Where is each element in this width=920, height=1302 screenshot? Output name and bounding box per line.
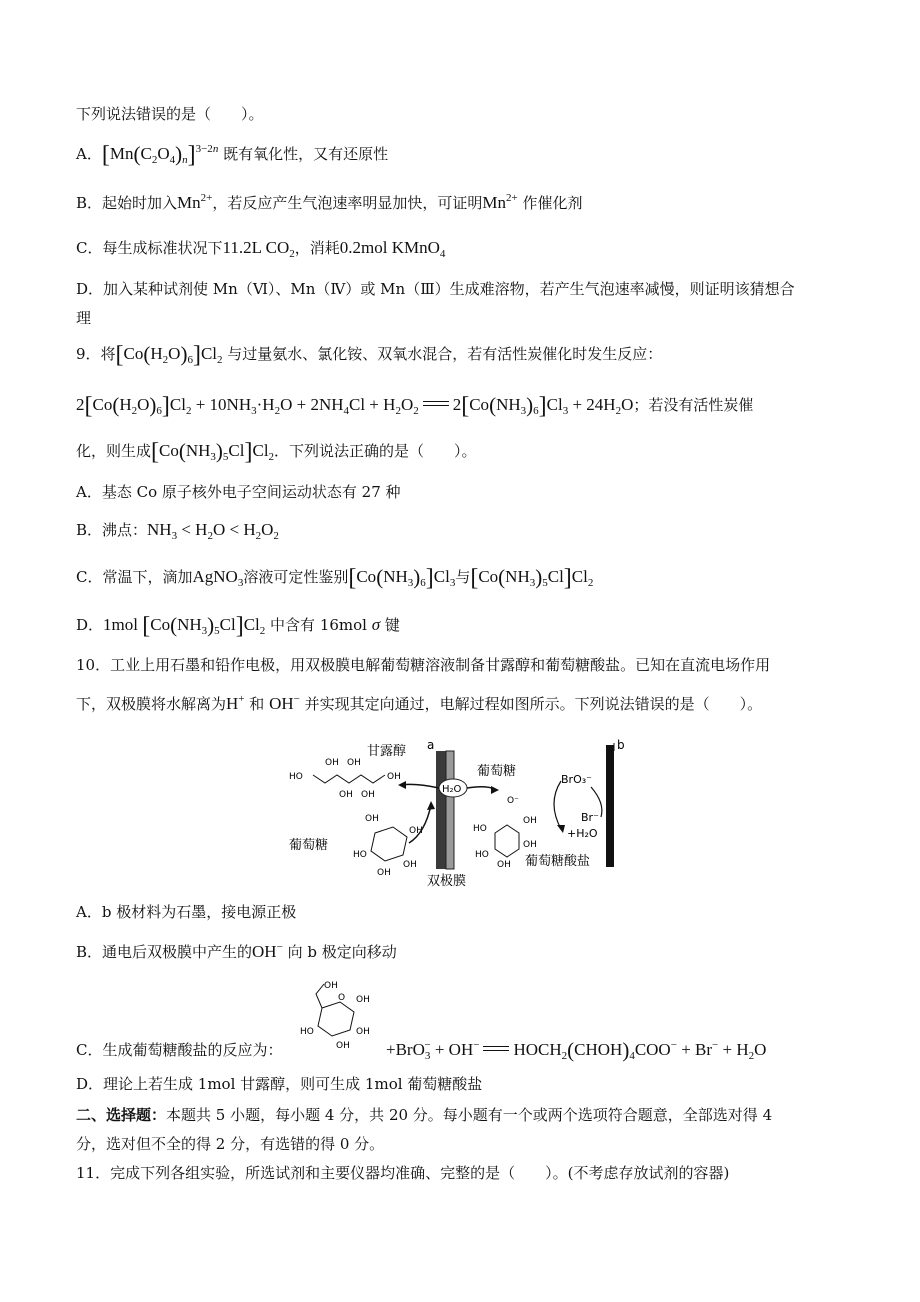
section2-header-line1: 二、选择题：本题共 5 小题，每小题 4 分，共 20 分。每小题有一个或两个选项符合题意，全部选对得 4: [76, 1106, 773, 1124]
svg-text:O: O: [338, 993, 346, 1003]
q10-option-a: A．b 极材料为石墨，接电源正极: [76, 903, 297, 921]
membrane-label: 双极膜: [427, 874, 467, 889]
q10-line1: 10．工业上用石墨和铅作电极，用双极膜电解葡萄糖溶液制备甘露醇和葡萄糖酸盐。已知在直流电场作用: [76, 656, 771, 674]
svg-text:OH: OH: [361, 790, 375, 800]
water-label: H₂O: [442, 784, 462, 795]
q9-intro: 9．将$[Co(H_2O)_6]Cl_2$ 与过量氨水、氯化铵、双氧水混合，若有活性炭催化时发生反应：: [76, 342, 663, 368]
q10-option-c: C．生成葡萄糖酸盐的反应为： +BrO$_3$− + OH− $HOCH_2(CHOH)_4COO^- + Br^- + H_2O$: [76, 1038, 767, 1062]
svg-text:OH: OH: [409, 826, 423, 836]
svg-text:OH: OH: [365, 814, 379, 824]
mannitol-label: 甘露醇: [367, 744, 407, 759]
q8-option-b: B．起始时加入$Mn^{2+}$，若反应产生气泡速率明显加快，可证明$Mn^{2+}$ 作催化剂: [76, 192, 583, 212]
bromide-label: Br⁻: [581, 811, 599, 824]
svg-text:OH: OH: [523, 840, 537, 850]
q9-line3: 化，则生成$[Co(NH_3)_5Cl]Cl_2$．下列说法正确的是（ ）。: [76, 439, 477, 465]
glucose-top-label: 葡萄糖: [477, 764, 517, 779]
svg-text:HO: HO: [300, 1027, 314, 1037]
svg-text:HO: HO: [353, 850, 367, 860]
q10-option-b: B．通电后双极膜中产生的OH− 向 b 极定向移动: [76, 941, 397, 961]
svg-text:OH: OH: [387, 772, 401, 782]
q9-equation: $2[Co(H_2O)_6]Cl_2 + 10NH_3\cdot H_2O + 2NH_4Cl + H_2O_2$ $2[Co(NH_3)_6]Cl_3 + 24H_2O$；若没有活性炭催: [76, 393, 754, 419]
svg-text:HO: HO: [473, 824, 487, 834]
svg-text:O⁻: O⁻: [507, 796, 519, 806]
q9-option-a: A．基态 Co 原子核外电子空间运动状态有 27 种: [76, 483, 401, 501]
glucose-structure: [300, 972, 380, 1052]
svg-text:OH: OH: [339, 790, 353, 800]
gluconate-label: 葡萄糖酸盐: [525, 854, 591, 869]
electrolysis-diagram: [285, 733, 645, 895]
bromate-label: BrO₃⁻: [561, 773, 592, 786]
svg-text:OH: OH: [356, 995, 370, 1005]
q10-option-d: D．理论上若生成 1mol 甘露醇，则可生成 1mol 葡萄糖酸盐: [76, 1075, 483, 1093]
label-b: b: [617, 738, 625, 752]
q8-option-d-line2: 理: [76, 309, 92, 327]
q9-option-c: C．常温下，滴加AgNO$_3$溶液可定性鉴别$[Co(NH_3)_6]Cl_3$与$[Co(NH_3)_5Cl]Cl_2$: [76, 565, 594, 591]
q8-stem: 下列说法错误的是（ ）。: [76, 105, 264, 123]
water-plus-label: +H₂O: [567, 827, 598, 840]
svg-text:OH: OH: [325, 758, 339, 768]
svg-text:OH: OH: [497, 860, 511, 870]
svg-text:OH: OH: [356, 1027, 370, 1037]
q10-line2: 下，双极膜将水解离为H+ 和 OH− 并实现其定向通过，电解过程如图所示。下列说法错误的是（ ）。: [76, 693, 763, 713]
section2-header-line2: 分，选对但不全的得 2 分，有选错的得 0 分。: [76, 1135, 385, 1153]
label-a: a: [427, 738, 435, 752]
q8-option-a: A．$[Mn(C_2O_4)_n]^{3-2n}$ 既有氧化性，又有还原性: [76, 142, 389, 168]
svg-text:OH: OH: [523, 816, 537, 826]
q9-option-d: D．1mol $[Co(NH_3)_5Cl]Cl_2$ 中含有 16mol σ 键: [76, 613, 400, 639]
svg-text:OH: OH: [377, 868, 391, 878]
svg-text:HO: HO: [289, 772, 303, 782]
svg-text:OH: OH: [336, 1041, 350, 1051]
q11-stem: 11．完成下列各组实验，所选试剂和主要仪器均准确、完整的是（ ）。(不考虑存放试剂的容器): [76, 1164, 730, 1182]
q9-option-b: B．沸点：$NH_3 < H_2O < H_2O_2$: [76, 520, 279, 542]
svg-text:OH: OH: [347, 758, 361, 768]
bipolar-membrane: [436, 751, 446, 869]
svg-text:OH: OH: [403, 860, 417, 870]
electrode-b: [606, 745, 614, 867]
svg-text:HO: HO: [475, 850, 489, 860]
glucose-left-label: 葡萄糖: [289, 838, 329, 853]
svg-text:OH: OH: [324, 981, 338, 991]
q8-option-d-line1: D．加入某种试剂使 Mn（Ⅵ）、Mn（Ⅳ）或 Mn（Ⅲ）生成难溶物，若产生气泡速率减慢，则证明该猜想合: [76, 280, 795, 298]
q8-option-c: C．每生成标准状况下11.2L $CO_2$，消耗0.2mol KMnO$_4$: [76, 238, 446, 260]
